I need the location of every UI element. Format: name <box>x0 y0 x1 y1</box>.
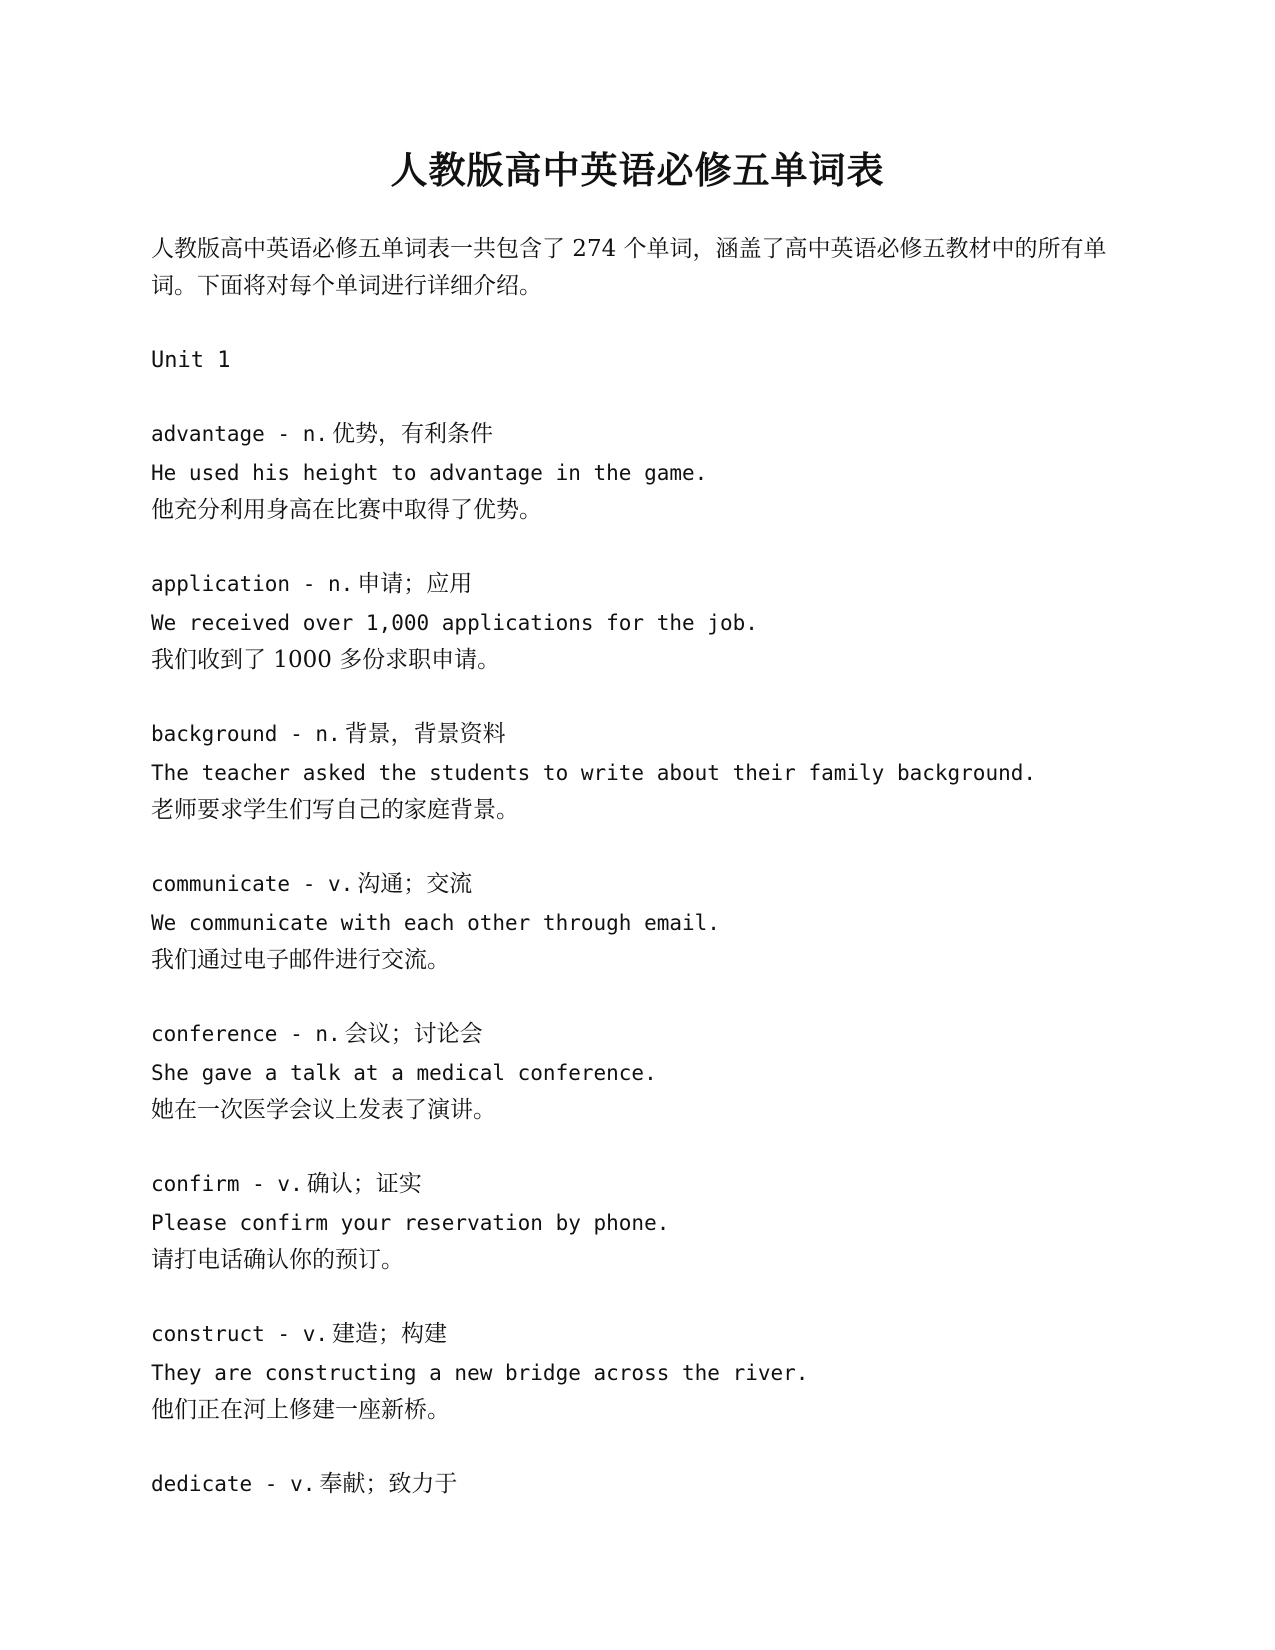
entry-word: application - n. <box>151 572 354 596</box>
entry-meaning: 沟通；交流 <box>357 871 473 897</box>
vocab-entry <box>151 716 1131 829</box>
entry-meaning: 奉献；致力于 <box>319 1471 458 1497</box>
document-body <box>151 231 1131 1505</box>
vocab-entry <box>151 1016 1131 1129</box>
entry-example-cn: 她在一次医学会议上发表了演讲。 <box>151 1097 496 1123</box>
vocab-entry <box>151 416 1131 529</box>
entry-meaning: 建造；构建 <box>332 1321 448 1347</box>
entry-word: dedicate - v. <box>151 1472 316 1496</box>
entry-headword <box>151 1166 1131 1205</box>
entry-example-en: He used his height to advantage in the game. <box>151 461 708 485</box>
entry-headword <box>151 716 1131 755</box>
entry-meaning: 背景，背景资料 <box>344 721 506 747</box>
entry-example-en: Please confirm your reservation by phone. <box>151 1211 670 1235</box>
entry-headword <box>151 1466 1131 1505</box>
entry-headword <box>151 1316 1131 1355</box>
entry-example-en: They are constructing a new bridge across the river. <box>151 1361 809 1385</box>
vocab-entry <box>151 866 1131 979</box>
entry-word: advantage - n. <box>151 422 329 446</box>
entry-meaning: 优势，有利条件 <box>332 421 494 447</box>
entry-meaning: 确认；证实 <box>306 1171 422 1197</box>
entry-example-en: We communicate with each other through email. <box>151 911 720 935</box>
entry-word: conference - n. <box>151 1022 341 1046</box>
vocab-entry <box>151 566 1131 679</box>
entry-headword <box>151 416 1131 455</box>
entry-example-cn: 请打电话确认你的预订。 <box>151 1247 404 1273</box>
entry-example-cn: 他充分利用身高在比赛中取得了优势。 <box>151 497 542 523</box>
intro-paragraph: 人教版高中英语必修五单词表一共包含了 274 个单词，涵盖了高中英语必修五教材中的所有单词。下面将对每个单词进行详细介绍。 <box>151 236 1107 299</box>
entry-example-en: We received over 1,000 applications for the job. <box>151 611 758 635</box>
entry-example-en: The teacher asked the students to write about their family background. <box>151 761 1037 785</box>
entry-word: construct - v. <box>151 1322 329 1346</box>
entry-headword <box>151 866 1131 905</box>
vocab-entry <box>151 1166 1131 1279</box>
vocab-entry <box>151 1316 1131 1429</box>
entry-headword <box>151 566 1131 605</box>
entry-word: background - n. <box>151 722 341 746</box>
entry-meaning: 会议；讨论会 <box>344 1021 483 1047</box>
entry-meaning: 申请；应用 <box>357 571 473 597</box>
entry-example-en: She gave a talk at a medical conference. <box>151 1061 657 1085</box>
page-title: 人教版高中英语必修五单词表 <box>390 148 885 192</box>
entry-headword <box>151 1016 1131 1055</box>
entry-example-cn: 我们收到了 1000 多份求职申请。 <box>151 647 501 673</box>
entry-example-cn: 老师要求学生们写自己的家庭背景。 <box>151 797 519 823</box>
vocab-entry <box>151 1466 1131 1505</box>
unit-heading: Unit 1 <box>151 348 231 373</box>
entry-word: communicate - v. <box>151 872 354 896</box>
entry-example-cn: 他们正在河上修建一座新桥。 <box>151 1397 450 1423</box>
entry-example-cn: 我们通过电子邮件进行交流。 <box>151 947 450 973</box>
entry-word: confirm - v. <box>151 1172 303 1196</box>
